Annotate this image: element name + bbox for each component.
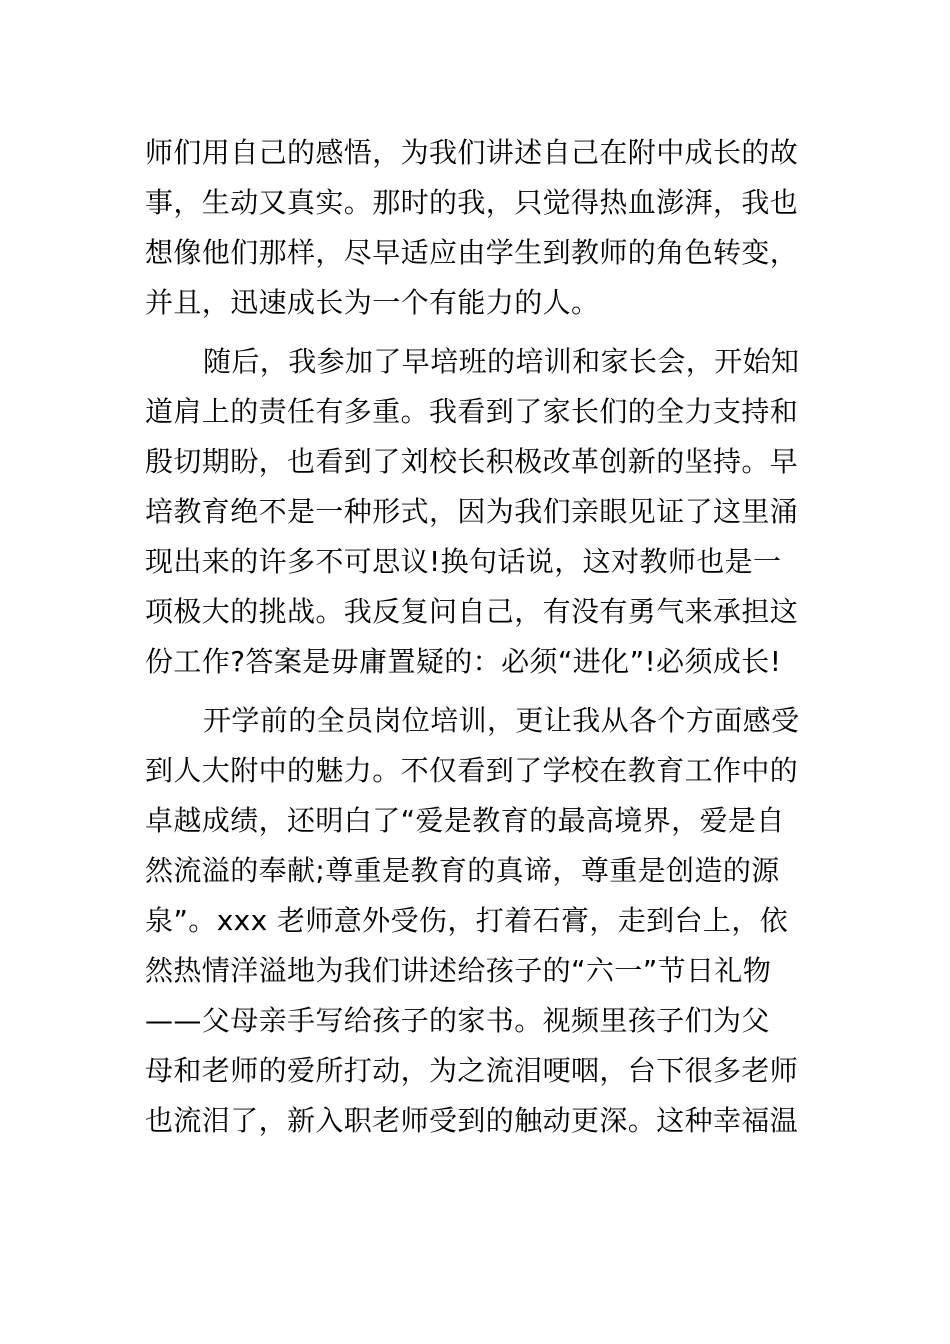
text-line: 然流溢的奉献;尊重是教育的真谛，尊重是创造的源	[145, 854, 780, 887]
text-line: 项极大的挑战。我反复问自己，有没有勇气来承担这	[145, 595, 799, 628]
text-line: 现出来的许多不可思议!换句话说，这对教师也是一	[145, 545, 782, 578]
text-line: 开学前的全员岗位培训，更让我从各个方面感受	[203, 704, 800, 737]
text-line: 事，生动又真实。那时的我，只觉得热血澎湃，我也	[145, 186, 799, 219]
text-line: 泉”。xxx 老师意外受伤，打着石膏，走到台上，依	[145, 904, 789, 937]
paragraph-1	[145, 128, 807, 328]
text-line: 到人大附中的魅力。不仅看到了学校在教育工作中的	[145, 754, 799, 787]
text-line: 份工作?答案是毋庸置疑的：必须“进化”!必须成长!	[145, 645, 782, 678]
paragraph-2	[145, 337, 807, 687]
text-line: 培教育绝不是一种形式，因为我们亲眼见证了这里涌	[145, 495, 799, 528]
body-text	[145, 128, 807, 1146]
text-line: 卓越成绩，还明白了“爱是教育的最高境界，爱是自	[145, 804, 785, 837]
text-line: ——父母亲手写给孩子的家书。视频里孩子们为父	[145, 1004, 770, 1037]
paragraph-3	[145, 696, 807, 1146]
text-line: 然热情洋溢地为我们讲述给孩子的“六一”节日礼物	[145, 954, 772, 987]
text-line: 母和老师的爱所打动，为之流泪哽咽，台下很多老师	[145, 1054, 799, 1087]
text-line: 想像他们那样，尽早适应由学生到教师的角色转变，	[145, 236, 799, 269]
text-line: 殷切期盼，也看到了刘校长积极改革创新的坚持。早	[145, 445, 799, 478]
text-line: 也流泪了，新入职老师受到的触动更深。这种幸福温	[145, 1104, 799, 1137]
text-line: 随后，我参加了早培班的培训和家长会，开始知	[203, 345, 800, 378]
text-line: 师们用自己的感悟，为我们讲述自己在附中成长的故	[145, 136, 799, 169]
text-line: 道肩上的责任有多重。我看到了家长们的全力支持和	[145, 395, 799, 428]
text-line: 并且，迅速成长为一个有能力的人。	[145, 286, 600, 319]
